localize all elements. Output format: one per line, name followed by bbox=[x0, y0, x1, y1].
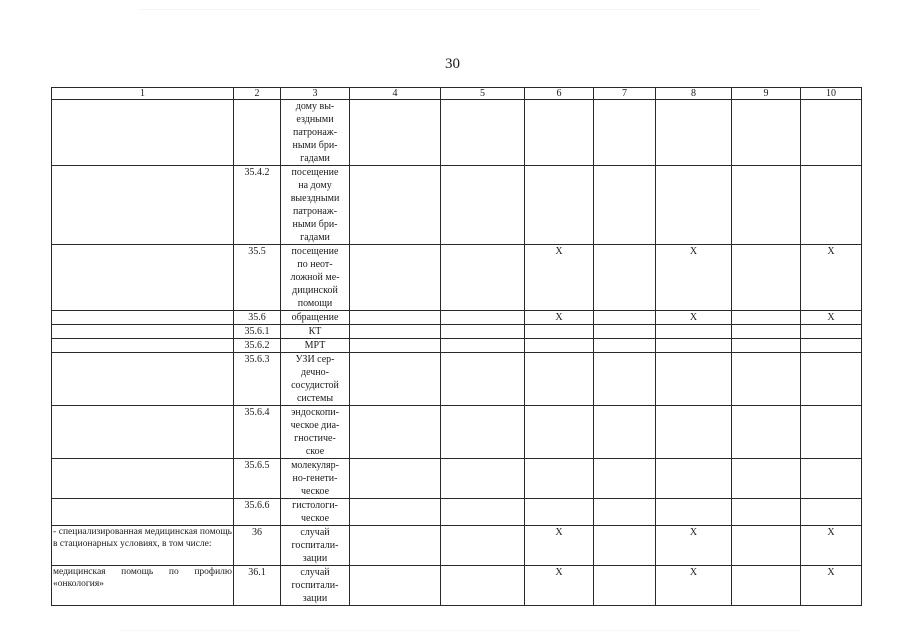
row-label-cell bbox=[52, 499, 234, 526]
column-header: 3 bbox=[281, 88, 350, 100]
value-cell-4 bbox=[350, 245, 441, 311]
value-cell-7 bbox=[594, 245, 656, 311]
value-cell-9 bbox=[732, 499, 801, 526]
value-cell-8 bbox=[656, 166, 732, 245]
value-cell-8 bbox=[656, 353, 732, 406]
row-label-cell bbox=[52, 339, 234, 353]
value-cell-4 bbox=[350, 406, 441, 459]
value-cell-10: X bbox=[801, 245, 862, 311]
value-cell-6 bbox=[525, 166, 594, 245]
unit-cell: случай госпитали- зации bbox=[281, 526, 350, 566]
unit-cell: КТ bbox=[281, 325, 350, 339]
value-cell-10: X bbox=[801, 311, 862, 325]
value-cell-6: X bbox=[525, 566, 594, 606]
value-cell-8: X bbox=[656, 311, 732, 325]
row-label-cell bbox=[52, 459, 234, 499]
value-cell-5 bbox=[441, 311, 525, 325]
value-cell-7 bbox=[594, 566, 656, 606]
row-label-cell bbox=[52, 166, 234, 245]
value-cell-6 bbox=[525, 325, 594, 339]
value-cell-8: X bbox=[656, 566, 732, 606]
row-code-cell: 36.1 bbox=[234, 566, 281, 606]
value-cell-7 bbox=[594, 353, 656, 406]
value-cell-10 bbox=[801, 499, 862, 526]
value-cell-6: X bbox=[525, 526, 594, 566]
row-code-cell: 35.4.2 bbox=[234, 166, 281, 245]
table-row bbox=[52, 100, 862, 166]
column-header: 2 bbox=[234, 88, 281, 100]
value-cell-8 bbox=[656, 100, 732, 166]
value-cell-7 bbox=[594, 459, 656, 499]
value-cell-8 bbox=[656, 499, 732, 526]
value-cell-7 bbox=[594, 406, 656, 459]
value-cell-9 bbox=[732, 166, 801, 245]
value-cell-7 bbox=[594, 526, 656, 566]
value-cell-9 bbox=[732, 353, 801, 406]
row-code-cell: 35.6.4 bbox=[234, 406, 281, 459]
data-table bbox=[51, 87, 862, 606]
table-row bbox=[52, 566, 862, 606]
table-row bbox=[52, 311, 862, 325]
value-cell-4 bbox=[350, 526, 441, 566]
table-row bbox=[52, 353, 862, 406]
table-row bbox=[52, 245, 862, 311]
value-cell-8 bbox=[656, 406, 732, 459]
table-row bbox=[52, 499, 862, 526]
row-code-cell: 35.6.2 bbox=[234, 339, 281, 353]
value-cell-9 bbox=[732, 325, 801, 339]
value-cell-4 bbox=[350, 325, 441, 339]
row-code-cell: 35.6.6 bbox=[234, 499, 281, 526]
row-label-cell bbox=[52, 311, 234, 325]
value-cell-9 bbox=[732, 245, 801, 311]
column-header: 8 bbox=[656, 88, 732, 100]
value-cell-7 bbox=[594, 100, 656, 166]
value-cell-6 bbox=[525, 353, 594, 406]
unit-cell: дому вы- ездными патронаж- ными бри- гадами bbox=[281, 100, 350, 166]
page-number: 30 bbox=[445, 56, 460, 72]
table-header-row bbox=[52, 88, 862, 100]
value-cell-5 bbox=[441, 566, 525, 606]
unit-cell: УЗИ сер- дечно- сосудистой системы bbox=[281, 353, 350, 406]
value-cell-6 bbox=[525, 406, 594, 459]
value-cell-5 bbox=[441, 100, 525, 166]
value-cell-10 bbox=[801, 166, 862, 245]
value-cell-8: X bbox=[656, 526, 732, 566]
value-cell-10 bbox=[801, 459, 862, 499]
table-row bbox=[52, 339, 862, 353]
column-header: 5 bbox=[441, 88, 525, 100]
value-cell-10 bbox=[801, 325, 862, 339]
unit-cell: посещение на дому выездными патронаж- ными бри- гадами bbox=[281, 166, 350, 245]
value-cell-7 bbox=[594, 166, 656, 245]
value-cell-7 bbox=[594, 499, 656, 526]
row-code-cell: 35.6.5 bbox=[234, 459, 281, 499]
row-label-cell bbox=[52, 245, 234, 311]
unit-cell: обращение bbox=[281, 311, 350, 325]
value-cell-5 bbox=[441, 353, 525, 406]
value-cell-9 bbox=[732, 100, 801, 166]
table-row bbox=[52, 166, 862, 245]
value-cell-10 bbox=[801, 100, 862, 166]
value-cell-10: X bbox=[801, 566, 862, 606]
unit-cell: посещение по неот- ложной ме- дицинской помощи bbox=[281, 245, 350, 311]
column-header: 9 bbox=[732, 88, 801, 100]
value-cell-8 bbox=[656, 325, 732, 339]
value-cell-6 bbox=[525, 499, 594, 526]
value-cell-5 bbox=[441, 406, 525, 459]
value-cell-4 bbox=[350, 566, 441, 606]
table-row bbox=[52, 526, 862, 566]
value-cell-5 bbox=[441, 325, 525, 339]
row-code-cell: 35.6.3 bbox=[234, 353, 281, 406]
value-cell-4 bbox=[350, 166, 441, 245]
value-cell-7 bbox=[594, 325, 656, 339]
unit-cell: молекуляр- но-генети- ческое bbox=[281, 459, 350, 499]
row-label-cell bbox=[52, 353, 234, 406]
unit-cell: случай госпитали- зации bbox=[281, 566, 350, 606]
table-row bbox=[52, 459, 862, 499]
value-cell-9 bbox=[732, 311, 801, 325]
value-cell-4 bbox=[350, 311, 441, 325]
value-cell-6 bbox=[525, 459, 594, 499]
value-cell-10 bbox=[801, 339, 862, 353]
value-cell-4 bbox=[350, 100, 441, 166]
unit-cell: МРТ bbox=[281, 339, 350, 353]
value-cell-5 bbox=[441, 166, 525, 245]
row-code-cell: 36 bbox=[234, 526, 281, 566]
value-cell-10 bbox=[801, 353, 862, 406]
value-cell-5 bbox=[441, 526, 525, 566]
column-header: 6 bbox=[525, 88, 594, 100]
column-header: 1 bbox=[52, 88, 234, 100]
value-cell-9 bbox=[732, 526, 801, 566]
value-cell-4 bbox=[350, 353, 441, 406]
value-cell-4 bbox=[350, 499, 441, 526]
row-label-cell bbox=[52, 325, 234, 339]
unit-cell: гистологи- ческое bbox=[281, 499, 350, 526]
row-code-cell: 35.6 bbox=[234, 311, 281, 325]
value-cell-8: X bbox=[656, 245, 732, 311]
scan-artifact-bottom bbox=[120, 630, 800, 631]
value-cell-8 bbox=[656, 339, 732, 353]
value-cell-4 bbox=[350, 339, 441, 353]
row-label-cell: медицинская помощь по профилю «онкология» bbox=[52, 566, 234, 606]
value-cell-9 bbox=[732, 406, 801, 459]
value-cell-5 bbox=[441, 499, 525, 526]
row-code-cell: 35.5 bbox=[234, 245, 281, 311]
value-cell-6 bbox=[525, 100, 594, 166]
value-cell-10 bbox=[801, 406, 862, 459]
row-code-cell: 35.6.1 bbox=[234, 325, 281, 339]
scan-artifact-top bbox=[140, 9, 760, 10]
value-cell-8 bbox=[656, 459, 732, 499]
row-code-cell bbox=[234, 100, 281, 166]
value-cell-5 bbox=[441, 245, 525, 311]
value-cell-5 bbox=[441, 339, 525, 353]
row-label-cell bbox=[52, 406, 234, 459]
value-cell-9 bbox=[732, 459, 801, 499]
column-header: 10 bbox=[801, 88, 862, 100]
row-label-cell bbox=[52, 100, 234, 166]
value-cell-4 bbox=[350, 459, 441, 499]
value-cell-7 bbox=[594, 311, 656, 325]
table-row bbox=[52, 325, 862, 339]
value-cell-5 bbox=[441, 459, 525, 499]
value-cell-6 bbox=[525, 339, 594, 353]
column-header: 7 bbox=[594, 88, 656, 100]
value-cell-7 bbox=[594, 339, 656, 353]
column-header: 4 bbox=[350, 88, 441, 100]
value-cell-6: X bbox=[525, 245, 594, 311]
table-row bbox=[52, 406, 862, 459]
value-cell-9 bbox=[732, 339, 801, 353]
unit-cell: эндоскопи- ческое диа- гностиче- ское bbox=[281, 406, 350, 459]
value-cell-9 bbox=[732, 566, 801, 606]
value-cell-6: X bbox=[525, 311, 594, 325]
value-cell-10: X bbox=[801, 526, 862, 566]
row-label-cell: - специализированная медицинская помощь в стационарных условиях, в том числе: bbox=[52, 526, 234, 566]
